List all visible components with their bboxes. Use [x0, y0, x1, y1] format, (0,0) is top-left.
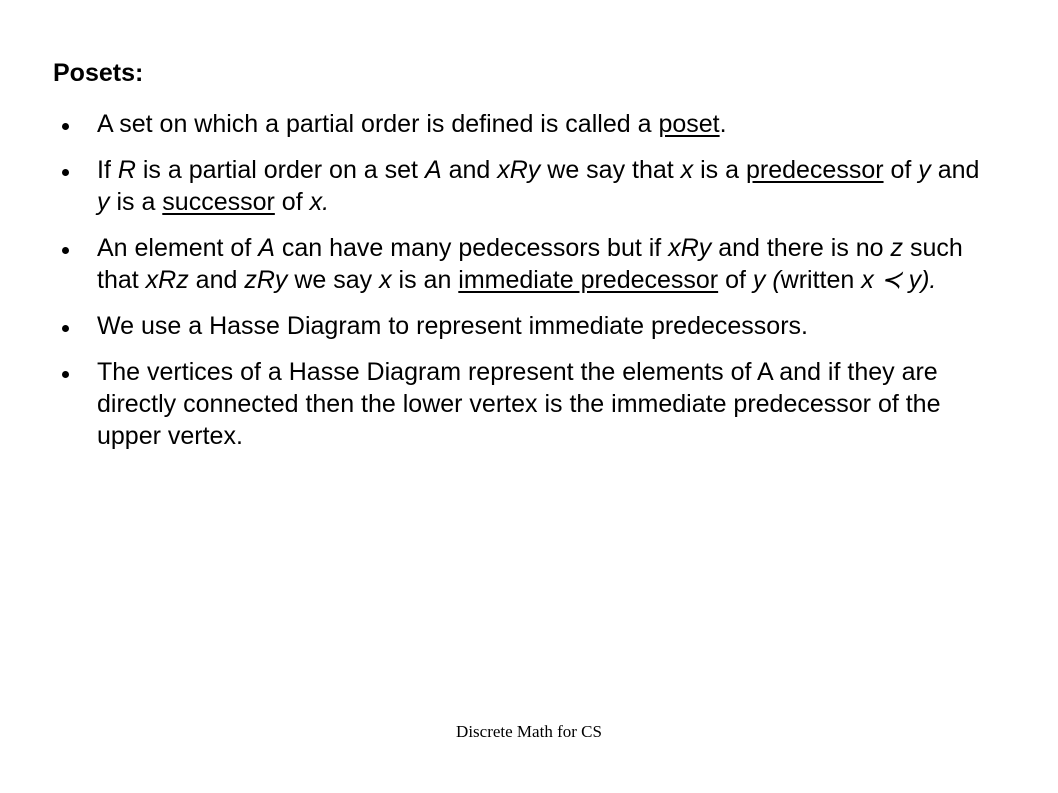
bullet-text-segment: is a [109, 188, 163, 216]
bullet-text-segment: y [97, 188, 110, 216]
bullet-dot-icon [62, 247, 69, 254]
bullet-text-segment: and [188, 266, 245, 294]
slide-title: Posets: [53, 59, 144, 87]
bullet-text-segment: x [379, 266, 392, 294]
bullet-text-segment: z [890, 234, 904, 262]
bullet-text-segment: we say [287, 266, 380, 294]
bullet-text-segment: and [441, 156, 498, 184]
bullet-dot-icon [62, 325, 69, 332]
bullet-list [62, 108, 982, 466]
bullet-text-segment: xRz [145, 266, 189, 294]
bullet-text-segment: can have many pedecessors but if [274, 234, 669, 262]
bullet-text-segment: predecessor [745, 156, 884, 184]
bullet-text-segment: is an [391, 266, 459, 294]
bullet-text-segment: An element of [97, 234, 259, 262]
bullet-dot-icon [62, 123, 69, 130]
bullet-item [62, 108, 982, 140]
bullet-text-segment: we say that [540, 156, 681, 184]
bullet-text-segment: and there is no [711, 234, 891, 262]
bullet-text-segment: y [918, 156, 931, 184]
bullet-text-segment: xRy [668, 234, 712, 262]
bullet-text-segment: A [424, 156, 442, 184]
bullet-text-segment: The vertices of a Hasse Diagram represent the elements of A and if they are directly connected then the lower vertex is the immediate predecessor of the upper vertex. [97, 358, 941, 450]
bullet-text-segment: x ≺ y). [861, 266, 937, 294]
bullet-text-segment: y ( [752, 266, 781, 294]
bullet-text-segment: We use a Hasse Diagram to represent immediate predecessors. [97, 312, 808, 340]
bullet-text-segment: of [274, 188, 310, 216]
slide-footer: Discrete Math for CS [456, 722, 602, 741]
bullet-text-segment: successor [162, 188, 275, 216]
bullet-text-segment: x. [309, 188, 330, 216]
bullet-item [62, 154, 982, 218]
bullet-text-segment: . [719, 110, 727, 138]
bullet-text-segment: If [97, 156, 118, 184]
bullet-text-segment: such that [97, 234, 963, 294]
bullet-item [62, 232, 982, 296]
bullet-text-segment: immediate predecessor [458, 266, 719, 294]
bullet-item [62, 310, 982, 342]
bullet-text-segment: A [258, 234, 275, 262]
bullet-text-segment: of [883, 156, 919, 184]
bullet-text-segment: and [930, 156, 980, 184]
bullet-text-segment: of [718, 266, 753, 294]
bullet-text-segment: zRy [244, 266, 288, 294]
bullet-text-segment: is a partial order on a set [135, 156, 425, 184]
bullet-item [62, 356, 982, 452]
bullet-dot-icon [62, 169, 69, 176]
bullet-dot-icon [62, 371, 69, 378]
bullet-text-segment: is a [693, 156, 746, 184]
bullet-text-segment: poset [658, 110, 720, 138]
bullet-text-segment: A set on which a partial order is defined is called a [97, 110, 659, 138]
bullet-text-segment: xRy [497, 156, 541, 184]
bullet-text-segment: R [117, 156, 136, 184]
bullet-text-segment: x [680, 156, 694, 184]
bullet-text-segment: written [780, 266, 862, 294]
